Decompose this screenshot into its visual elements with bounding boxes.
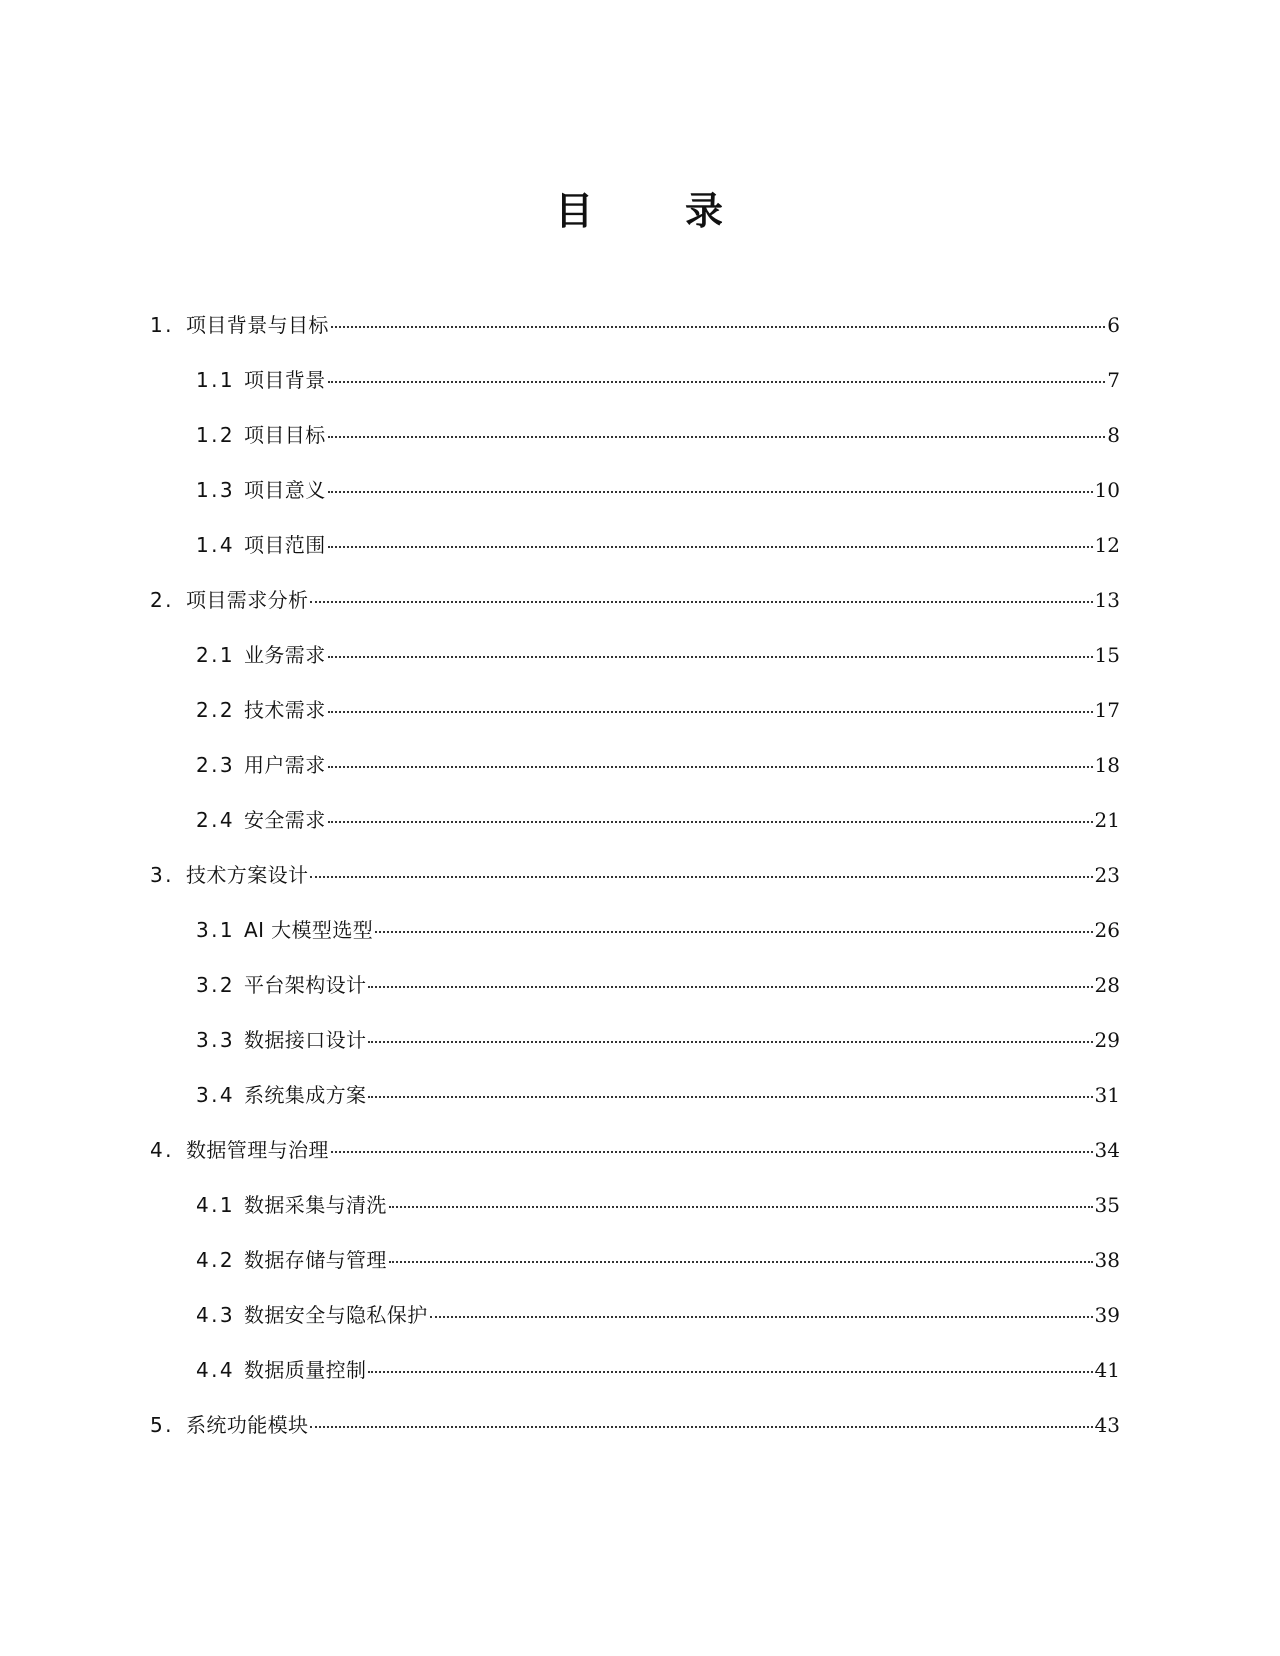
toc-entry-page-number: 31 [1094,1083,1120,1107]
toc-entry-title: AI 大模型选型 [244,918,374,942]
toc-entry-page-number: 41 [1094,1358,1120,1382]
toc-entry-page-number: 18 [1094,753,1120,777]
toc-entry-title: 数据安全与隐私保护 [244,1303,428,1327]
toc-entry-number: 1. [150,313,174,337]
toc-dot-leader [368,1096,1092,1098]
toc-entry-page-number: 26 [1094,918,1120,942]
toc-title [0,186,1280,236]
toc-entry-page-number: 43 [1094,1413,1120,1437]
toc-dot-leader [328,821,1093,823]
toc-dot-leader [328,766,1093,768]
toc-entry[interactable] [196,475,1120,505]
toc-entry-number: 4.1 [196,1193,236,1217]
toc-dot-leader [430,1316,1093,1318]
toc-dot-leader [328,711,1093,713]
toc-entry-number: 4. [150,1138,174,1162]
toc-entry-title: 数据采集与清洗 [244,1193,387,1217]
toc-entry-number: 3.3 [196,1028,236,1052]
toc-entry[interactable] [196,365,1120,395]
toc-entry-number: 4.2 [196,1248,236,1272]
toc-entry-number: 1.4 [196,533,236,557]
toc-entry[interactable] [196,1025,1120,1055]
toc-entry-page-number: 13 [1094,588,1120,612]
toc-entry[interactable] [196,805,1120,835]
toc-dot-leader [310,601,1092,603]
toc-entry[interactable] [196,970,1120,1000]
toc-entry-page-number: 8 [1107,423,1120,447]
toc-entry[interactable] [196,750,1120,780]
toc-entry-number: 2. [150,588,174,612]
toc-entry-title: 项目需求分析 [186,588,309,612]
toc-dot-leader [328,436,1106,438]
toc-dot-leader [328,381,1106,383]
toc-entry-title: 数据接口设计 [244,1028,367,1052]
toc-entry-page-number: 28 [1094,973,1120,997]
toc-entry[interactable] [196,1080,1120,1110]
toc-dot-leader [389,1261,1093,1263]
toc-entry-page-number: 10 [1094,478,1120,502]
toc-entry-number: 5. [150,1413,174,1437]
toc-entry-number: 1.1 [196,368,236,392]
toc-entry-number: 4.3 [196,1303,236,1327]
toc-entry-title: 数据管理与治理 [186,1138,329,1162]
toc-entry-page-number: 38 [1094,1248,1120,1272]
toc-entry-number: 1.2 [196,423,236,447]
toc-entry[interactable] [196,915,1120,945]
toc-entry[interactable] [196,530,1120,560]
toc-dot-leader [328,491,1093,493]
toc-title-char-1: 目 [555,189,595,233]
toc-entry-page-number: 12 [1094,533,1120,557]
toc-entry[interactable] [150,310,1120,340]
toc-entry[interactable] [196,640,1120,670]
toc-entry-page-number: 21 [1094,808,1120,832]
toc-entry-number: 4.4 [196,1358,236,1382]
toc-entry-number: 2.4 [196,808,236,832]
toc-entry-title: 数据存储与管理 [244,1248,387,1272]
toc-dot-leader [328,546,1093,548]
toc-dot-leader [368,1371,1092,1373]
toc-entry[interactable] [150,860,1120,890]
toc-entry-page-number: 7 [1107,368,1120,392]
toc-entry-page-number: 15 [1094,643,1120,667]
toc-entry-title: 项目背景与目标 [186,313,329,337]
toc-entry[interactable] [196,420,1120,450]
toc-dot-leader [375,931,1092,933]
toc-entry-number: 1.3 [196,478,236,502]
toc-entry-page-number: 17 [1094,698,1120,722]
toc-entry-page-number: 29 [1094,1028,1120,1052]
toc-dot-leader [389,1206,1093,1208]
toc-entry-title: 项目背景 [244,368,326,392]
toc-dot-leader [310,1426,1092,1428]
toc-entry-page-number: 6 [1107,313,1120,337]
toc-entry-title: 项目意义 [244,478,326,502]
toc-entry-title: 用户需求 [244,753,326,777]
toc-entry-title: 项目范围 [244,533,326,557]
toc-entry-title: 系统集成方案 [244,1083,367,1107]
toc-title-char-2: 录 [685,189,725,233]
toc-entry-title: 项目目标 [244,423,326,447]
toc-entry-number: 2.1 [196,643,236,667]
toc-entry-title: 业务需求 [244,643,326,667]
toc-entry-page-number: 35 [1094,1193,1120,1217]
toc-entry[interactable] [196,1300,1120,1330]
toc-entry-number: 2.3 [196,753,236,777]
toc-entry[interactable] [150,1410,1120,1440]
toc-entry-page-number: 34 [1094,1138,1120,1162]
toc-entry-title: 系统功能模块 [186,1413,309,1437]
toc-entry-number: 3.1 [196,918,236,942]
toc-entry-number: 3.2 [196,973,236,997]
toc-dot-leader [328,656,1093,658]
toc-entry-title: 技术方案设计 [186,863,309,887]
toc-entry[interactable] [196,1355,1120,1385]
toc-dot-leader [310,876,1092,878]
toc-entry-number: 3. [150,863,174,887]
toc-entry-page-number: 23 [1094,863,1120,887]
toc-entry[interactable] [150,1135,1120,1165]
toc-entry-title: 安全需求 [244,808,326,832]
toc-entry-number: 2.2 [196,698,236,722]
toc-entry-number: 3.4 [196,1083,236,1107]
toc-entry-page-number: 39 [1094,1303,1120,1327]
toc-dot-leader [368,986,1092,988]
toc-dot-leader [331,1151,1093,1153]
toc-entry[interactable] [196,695,1120,725]
toc-entry[interactable] [196,1245,1120,1275]
toc-entry-title: 数据质量控制 [244,1358,367,1382]
toc-dot-leader [331,326,1105,328]
toc-dot-leader [368,1041,1092,1043]
toc-entry[interactable] [196,1190,1120,1220]
toc-entry[interactable] [150,585,1120,615]
toc-entry-title: 技术需求 [244,698,326,722]
toc-entry-title: 平台架构设计 [244,973,367,997]
